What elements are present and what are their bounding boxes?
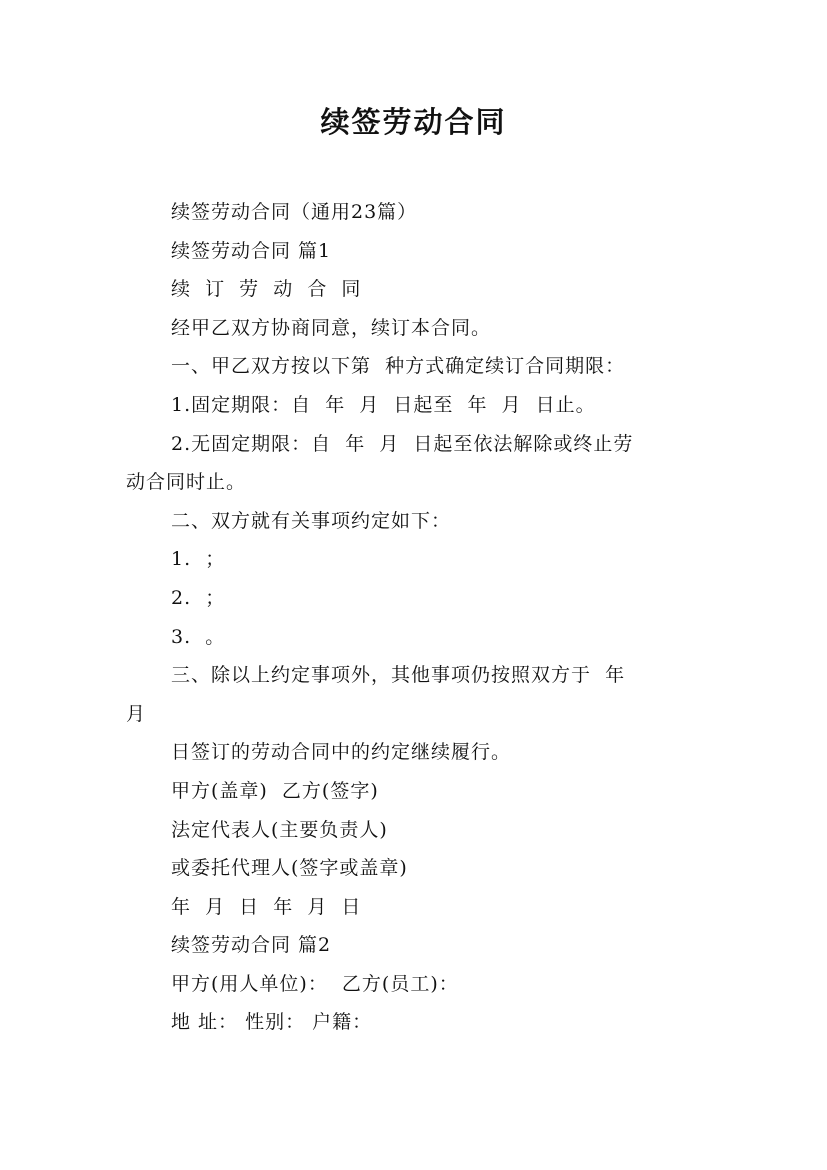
paragraph-line: 年 月 日 年 月 日 bbox=[171, 895, 362, 918]
paragraph-line: 甲方(盖章) 乙方(签字) bbox=[171, 779, 379, 802]
paragraph-line: 续 订 劳 动 合 同 bbox=[171, 278, 362, 301]
paragraph-line: 三、除以上约定事项外，其他事项仍按照双方于 年 bbox=[171, 664, 626, 687]
paragraph-line: 2.无固定期限：自 年 月 日起至依法解除或终止劳 bbox=[171, 432, 634, 455]
paragraph-line: 1. ； bbox=[171, 548, 226, 571]
paragraph-line: 动合同时止。 bbox=[126, 471, 247, 494]
document-body bbox=[126, 193, 706, 1042]
paragraph-line: 续签劳动合同 篇2 bbox=[171, 934, 332, 957]
paragraph-line: 2. ； bbox=[171, 586, 226, 609]
paragraph-line: 一、甲乙双方按以下第 种方式确定续订合同期限： bbox=[171, 355, 626, 378]
paragraph-line: 月 bbox=[126, 702, 147, 725]
paragraph-line: 甲方(用人单位)： 乙方(员工)： bbox=[171, 972, 459, 995]
paragraph-line: 1.固定期限：自 年 月 日起至 年 月 日止。 bbox=[171, 393, 596, 416]
paragraph-line: 3. 。 bbox=[171, 625, 226, 648]
paragraph-line: 续签劳动合同（通用23篇） bbox=[171, 201, 418, 223]
paragraph-line: 二、双方就有关事项约定如下： bbox=[171, 509, 452, 532]
document-title: 续签劳动合同 bbox=[320, 105, 507, 139]
paragraph-line: 续签劳动合同 篇1 bbox=[171, 239, 332, 262]
paragraph-line: 法定代表人(主要负责人) bbox=[171, 818, 388, 841]
paragraph-line: 地 址： 性别： 户籍： bbox=[171, 1011, 373, 1034]
paragraph-line: 日签订的劳动合同中的约定继续履行。 bbox=[171, 741, 512, 764]
paragraph-line: 或委托代理人(签字或盖章) bbox=[171, 857, 408, 880]
paragraph-line: 经甲乙双方协商同意，续订本合同。 bbox=[171, 316, 492, 339]
